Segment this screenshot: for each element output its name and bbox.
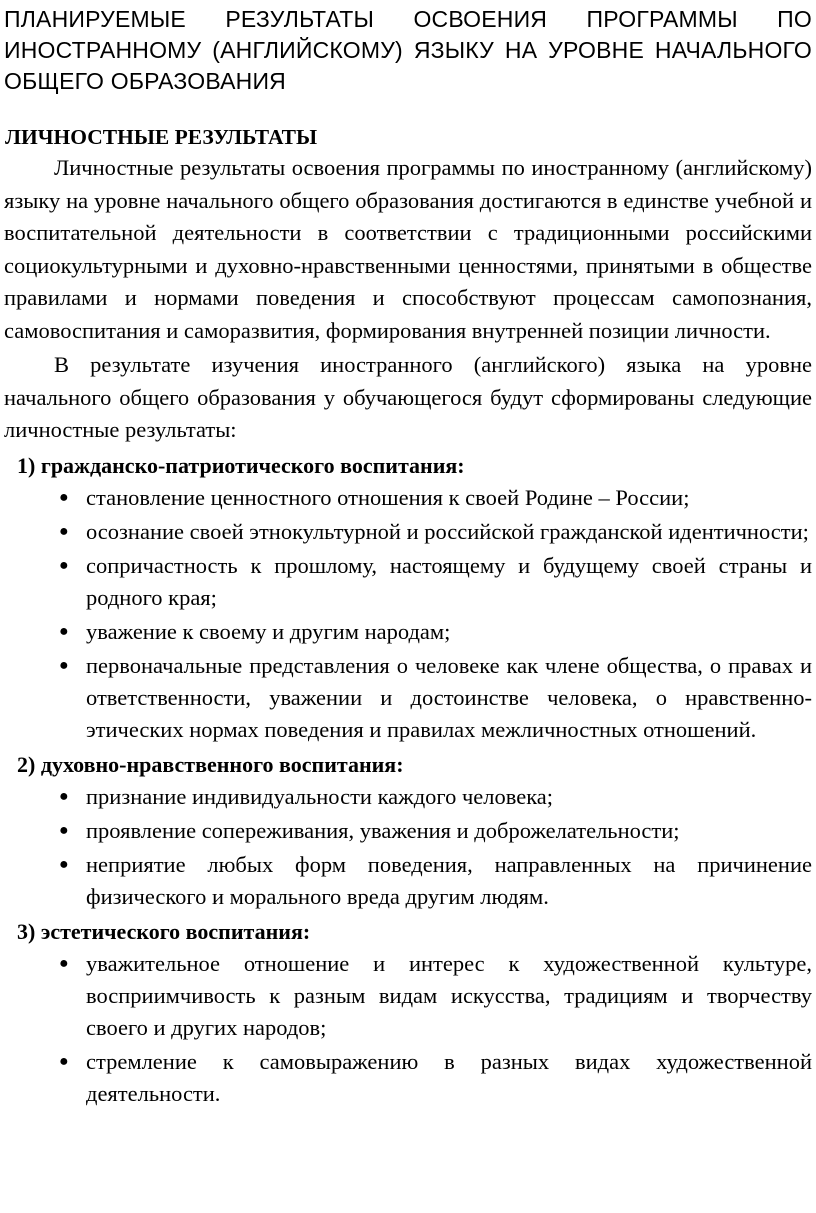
list-item-text: сопричастность к прошлому, настоящему и будущему своей страны и родного края;: [86, 552, 812, 610]
list-item: [4, 616, 812, 648]
bullet-list: [4, 781, 812, 913]
list-item: [4, 815, 812, 847]
list-item-text: неприятие любых форм поведения, направленных на причинение физического и морального вреда другим людям.: [86, 851, 812, 909]
list-item: [4, 550, 812, 614]
list-item-text: стремление к самовыражению в разных видах художественной деятельности.: [86, 1048, 812, 1106]
list-item-text: признание индивидуальности каждого человека;: [86, 783, 554, 809]
group-heading: 3) эстетического воспитания:: [17, 918, 311, 944]
list-item: [4, 948, 812, 1044]
list-item-text: уважение к своему и другим народам;: [86, 618, 451, 644]
results-group-spiritual: [4, 748, 812, 913]
section-heading: ЛИЧНОСТНЫЕ РЕЗУЛЬТАТЫ: [5, 125, 318, 149]
bullet-icon: ●: [59, 522, 69, 540]
bullet-icon: ●: [59, 787, 69, 805]
list-item: [4, 516, 812, 548]
results-group-civic: [4, 449, 812, 746]
list-item: [4, 650, 812, 746]
list-item: [4, 482, 812, 514]
bullet-icon: ●: [59, 821, 69, 839]
bullet-icon: ●: [59, 622, 69, 640]
list-item-text: уважительное отношение и интерес к художественной культуре, восприимчивость к разным видам искусства, традициям и творчеству своего и других народов;: [86, 950, 812, 1040]
bullet-icon: ●: [59, 1052, 69, 1070]
bullet-list: [4, 482, 812, 746]
paragraph-results: В результате изучения иностранного (английского) языка на уровне начального общего образования у обучающегося будут сформированы следующие личностные результаты:: [4, 352, 812, 442]
bullet-list: [4, 948, 812, 1110]
bullet-icon: ●: [59, 954, 69, 972]
list-item: [4, 849, 812, 913]
bullet-icon: ●: [59, 556, 69, 574]
list-item-text: проявление сопереживания, уважения и доброжелательности;: [86, 817, 680, 843]
group-heading: 2) духовно-нравственного воспитания:: [17, 751, 404, 777]
list-item-text: первоначальные представления о человеке как члене общества, о правах и ответственности, уважении и достоинстве человека, о нравственно-этических нормах поведения и правилах межличностных отношений.: [86, 652, 812, 742]
document-title: ПЛАНИРУЕМЫЕ РЕЗУЛЬТАТЫ ОСВОЕНИЯ ПРОГРАММЫ ПО ИНОСТРАННОМУ (АНГЛИЙСКОМУ) ЯЗЫКУ НА УРОВНЕ НАЧАЛЬНОГО ОБЩЕГО ОБРАЗОВАНИЯ: [4, 6, 812, 94]
list-item: [4, 1046, 812, 1110]
bullet-icon: ●: [59, 488, 69, 506]
list-item-text: становление ценностного отношения к своей Родине – России;: [86, 484, 690, 510]
results-group-aesthetic: [4, 915, 812, 1110]
list-item: [4, 781, 812, 813]
paragraph-intro: Личностные результаты освоения программы по иностранному (английскому) языку на уровне начального общего образования достигаются в единстве учебной и воспитательной деятельности в соответствии с традиционными российскими социокультурными и духовно-нравственными ценностями, принятыми в обществе правилами и нормами поведения и способствуют процессам самопознания, самовоспитания и саморазвития, формирования внутренней позиции личности.: [4, 155, 812, 343]
bullet-icon: ●: [59, 656, 69, 674]
list-item-text: осознание своей этнокультурной и российской гражданской идентичности;: [86, 518, 809, 544]
bullet-icon: ●: [59, 855, 69, 873]
group-heading: 1) гражданско-патриотического воспитания:: [17, 452, 465, 478]
